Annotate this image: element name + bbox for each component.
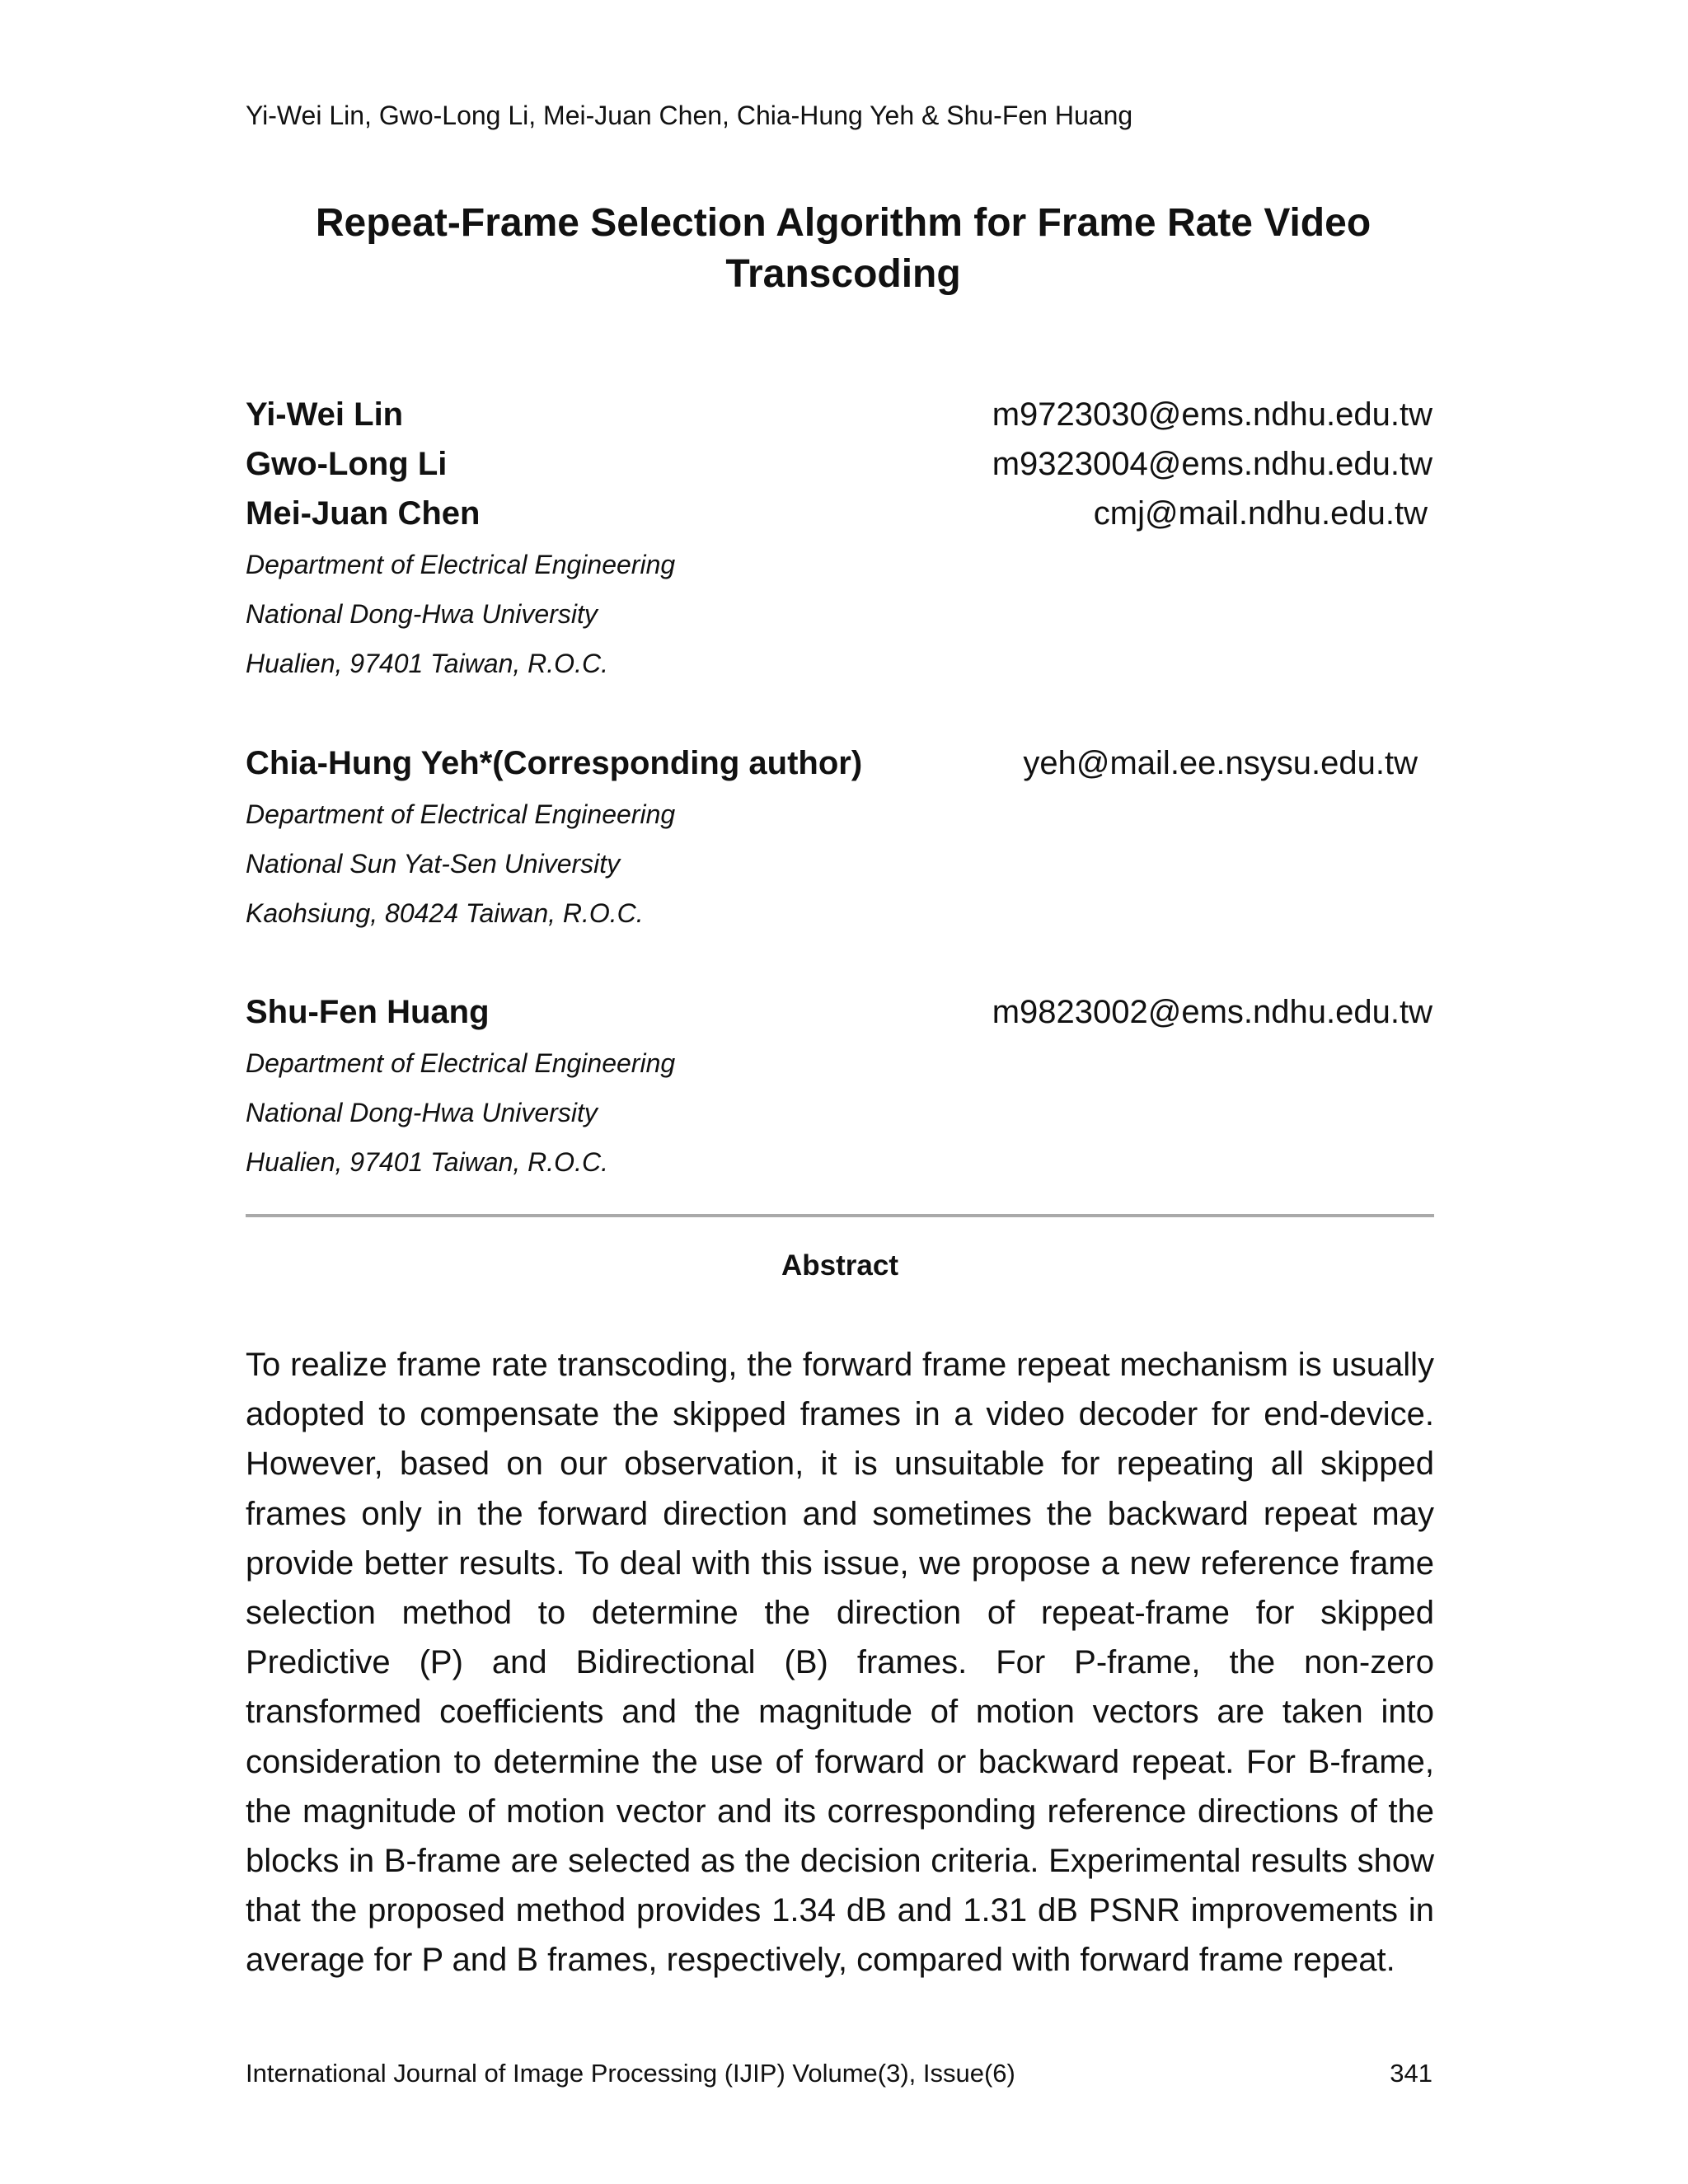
paper-title-line-1: Repeat-Frame Selection Algorithm for Frame Rate Video xyxy=(315,201,1372,245)
author-name: Chia-Hung Yeh*(Corresponding author) xyxy=(246,745,863,781)
affiliation-university: National Sun Yat-Sen University xyxy=(246,849,621,879)
affiliation-department: Department of Electrical Engineering xyxy=(246,550,676,579)
author-name: Yi-Wei Lin xyxy=(246,396,404,433)
running-header: Yi-Wei Lin, Gwo-Long Li, Mei-Juan Chen, Chia-Hung Yeh & Shu-Fen Huang xyxy=(246,101,1133,130)
affiliation-address: Hualien, 97401 Taiwan, R.O.C. xyxy=(246,649,608,678)
affiliation-department: Department of Electrical Engineering xyxy=(246,1048,676,1078)
author-group-1 xyxy=(246,391,1432,688)
abstract-heading: Abstract xyxy=(781,1249,898,1282)
horizontal-divider xyxy=(246,1214,1434,1217)
author-name: Mei-Juan Chen xyxy=(246,495,481,532)
page-number: 341 xyxy=(1390,2059,1432,2088)
footer-journal: International Journal of Image Processing (IJIP) Volume(3), Issue(6) xyxy=(246,2059,1015,2088)
author-email[interactable]: m9323004@ems.ndhu.edu.tw xyxy=(992,446,1432,482)
author-name: Gwo-Long Li xyxy=(246,446,448,482)
author-email[interactable]: m9723030@ems.ndhu.edu.tw xyxy=(992,396,1432,433)
author-row xyxy=(246,740,1432,790)
author-group-2 xyxy=(246,740,1432,938)
author-row xyxy=(246,490,1432,540)
paper-title-line-2: Transcoding xyxy=(725,252,961,296)
affiliation-department: Department of Electrical Engineering xyxy=(246,799,676,829)
affiliation-address: Kaohsiung, 80424 Taiwan, R.O.C. xyxy=(246,898,644,928)
author-row xyxy=(246,989,1432,1038)
affiliation-university: National Dong-Hwa University xyxy=(246,599,598,629)
author-group-3 xyxy=(246,989,1432,1187)
author-email[interactable]: yeh@mail.ee.nsysu.edu.tw xyxy=(1023,745,1418,781)
affiliation-address: Hualien, 97401 Taiwan, R.O.C. xyxy=(246,1147,608,1177)
paper-title xyxy=(246,198,1441,300)
affiliation-university: National Dong-Hwa University xyxy=(246,1098,598,1127)
author-email[interactable]: cmj@mail.ndhu.edu.tw xyxy=(1093,495,1428,532)
author-email[interactable]: m9823002@ems.ndhu.edu.tw xyxy=(992,994,1432,1030)
author-row xyxy=(246,441,1432,490)
abstract-body: To realize frame rate transcoding, the forward frame repeat mechanism is usually adopted to compensate the skipped frames in a video decoder for end-device. However, based on our observation, it is unsuitable for repeating all skipped frames only in the forward direction and sometimes the backward repeat may provide better results. To deal with this issue, we propose a new reference frame selection method to determine the direction of repeat-frame for skipped Predictive (P) and Bidirectional (B) frames. For P-frame, the non-zero transformed coefficients and the magnitude of motion vectors are taken into consideration to determine the use of forward or backward repeat. For B-frame, the magnitude of motion vector and its corresponding reference directions of the blocks in B-frame are selected as the decision criteria. Experimental results show that the proposed method provides 1.34 dB and 1.31 dB PSNR improvements in average for P and B frames, respectively, compared with forward frame repeat. xyxy=(246,1347,1434,1979)
author-name: Shu-Fen Huang xyxy=(246,994,490,1030)
author-row xyxy=(246,391,1432,441)
